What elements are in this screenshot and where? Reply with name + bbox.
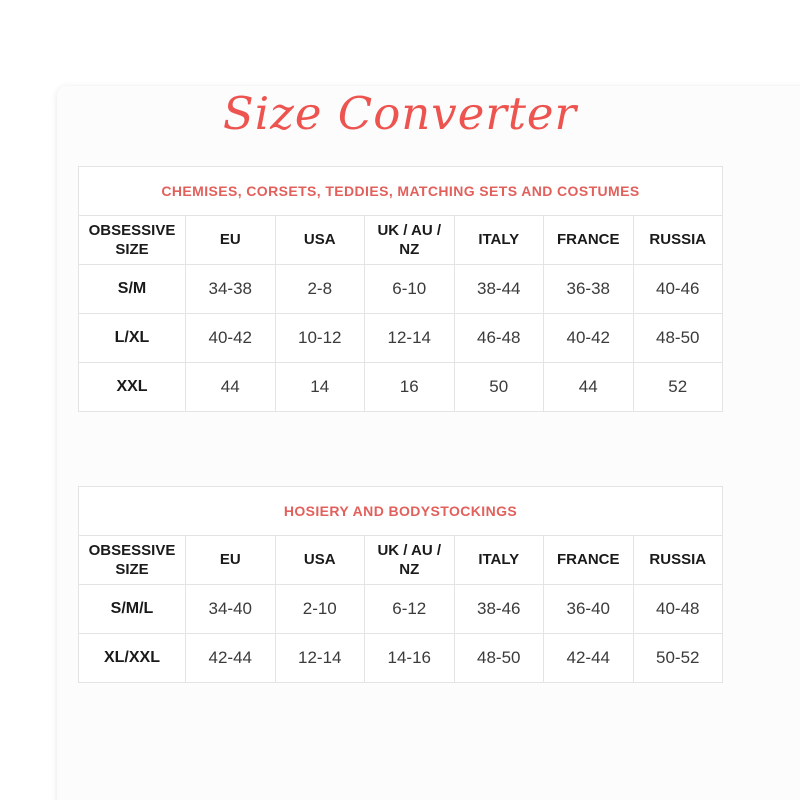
column-header-uk-au-nz: UK / AU / NZ [365, 216, 455, 265]
column-header-usa: USA [275, 536, 365, 585]
value-cell: 40-42 [186, 314, 276, 363]
table-caption-row [79, 167, 723, 216]
value-cell: 40-42 [544, 314, 634, 363]
value-cell: 2-10 [275, 585, 365, 634]
size-cell: S/M/L [79, 585, 186, 634]
value-cell: 52 [633, 363, 723, 412]
value-cell: 44 [544, 363, 634, 412]
column-header-eu: EU [186, 536, 276, 585]
value-cell: 34-38 [186, 265, 276, 314]
column-header-obsessive-size: OBSESSIVE SIZE [79, 536, 186, 585]
size-table-hosiery [78, 486, 723, 683]
table-caption-row [79, 487, 723, 536]
table-row [79, 363, 723, 412]
page-title: Size Converter [222, 87, 578, 140]
value-cell: 48-50 [633, 314, 723, 363]
value-cell: 6-12 [365, 585, 455, 634]
size-table-chemises [78, 166, 723, 412]
value-cell: 6-10 [365, 265, 455, 314]
column-header-italy: ITALY [454, 216, 544, 265]
column-header-usa: USA [275, 216, 365, 265]
value-cell: 12-14 [365, 314, 455, 363]
column-header-france: FRANCE [544, 216, 634, 265]
column-header-eu: EU [186, 216, 276, 265]
column-header-france: FRANCE [544, 536, 634, 585]
column-header-italy: ITALY [454, 536, 544, 585]
value-cell: 14 [275, 363, 365, 412]
table-row [79, 585, 723, 634]
value-cell: 16 [365, 363, 455, 412]
table-row [79, 265, 723, 314]
table-header-row [79, 216, 723, 265]
value-cell: 42-44 [544, 634, 634, 683]
column-header-uk-au-nz: UK / AU / NZ [365, 536, 455, 585]
column-header-russia: RUSSIA [633, 216, 723, 265]
value-cell: 34-40 [186, 585, 276, 634]
size-cell: XXL [79, 363, 186, 412]
value-cell: 2-8 [275, 265, 365, 314]
table-row [79, 314, 723, 363]
value-cell: 50 [454, 363, 544, 412]
value-cell: 36-38 [544, 265, 634, 314]
value-cell: 46-48 [454, 314, 544, 363]
value-cell: 14-16 [365, 634, 455, 683]
table-caption: CHEMISES, CORSETS, TEDDIES, MATCHING SETS AND COSTUMES [79, 167, 723, 216]
value-cell: 42-44 [186, 634, 276, 683]
value-cell: 38-46 [454, 585, 544, 634]
value-cell: 40-48 [633, 585, 723, 634]
value-cell: 38-44 [454, 265, 544, 314]
value-cell: 48-50 [454, 634, 544, 683]
size-cell: XL/XXL [79, 634, 186, 683]
table-header-row [79, 536, 723, 585]
value-cell: 36-40 [544, 585, 634, 634]
table-row [79, 634, 723, 683]
size-cell: S/M [79, 265, 186, 314]
table-caption: HOSIERY AND BODYSTOCKINGS [79, 487, 723, 536]
value-cell: 44 [186, 363, 276, 412]
value-cell: 12-14 [275, 634, 365, 683]
value-cell: 40-46 [633, 265, 723, 314]
column-header-russia: RUSSIA [633, 536, 723, 585]
value-cell: 10-12 [275, 314, 365, 363]
size-cell: L/XL [79, 314, 186, 363]
value-cell: 50-52 [633, 634, 723, 683]
column-header-obsessive-size: OBSESSIVE SIZE [79, 216, 186, 265]
